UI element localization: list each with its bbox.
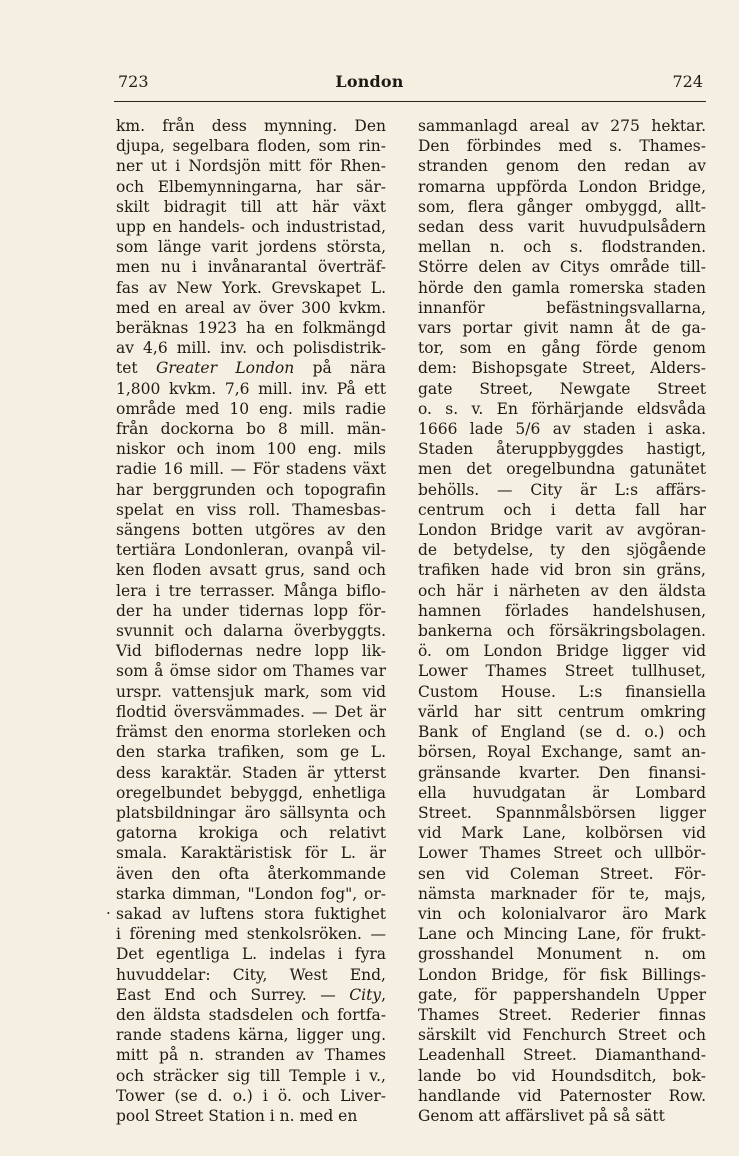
text-line: Det egentliga L. indelas i fyra [116,945,386,964]
running-title: London [335,72,404,91]
text-line: lande bo vid Houndsditch, bok- [418,1066,706,1085]
text-line: Tower (se d. o.) i ö. och Liver- [116,1086,386,1105]
text-line: sängens botten utgöres av den [116,521,386,540]
text-line: värld har sitt centrum omkring [418,702,706,721]
text-line: dem: Bishopsgate Street, Alders- [418,359,706,378]
text-line: gate, för pappershandeln Upper [418,985,706,1004]
text-line: vars portar givit namn åt de ga- [418,319,706,338]
text-line: gränsande kvarter. Den finansi- [418,763,706,782]
text-line: der ha under tidernas lopp för- [116,601,386,620]
text-line: spelat en viss roll. Thamesbas- [116,500,386,519]
text-line: nämsta marknader för te, majs, [418,884,706,903]
text-line: i förening med stenkolsröken. — [116,925,386,944]
text-line: starka dimman, "London fog", or- [116,884,386,903]
text-line: Leadenhall Street. Diamanthand- [418,1046,706,1065]
text-line: radie 16 mill. — För stadens växt [116,460,386,479]
text-line: som å ömse sidor om Thames var [116,662,386,681]
text-line: platsbildningar äro sällsynta och [116,803,386,822]
text-line: handlande vid Paternoster Row. [418,1086,706,1105]
text-line: Lane och Mincing Lane, för frukt- [418,925,706,944]
text-line: 1,800 kvkm. 7,6 mill. inv. På ett [116,379,386,398]
text-line: sammanlagd areal av 275 hektar. [418,117,706,135]
text-line: område med 10 eng. mils radie [116,399,386,418]
text-line: Staden återuppbyggdes hastigt, [418,440,706,459]
margin-mark: . [106,900,111,918]
text-line: de betydelse, ty den sjögående [418,541,706,560]
text-line: och sträcker sig till Temple i v., [116,1066,386,1085]
text-line: vid Mark Lane, kolbörsen vid [418,824,706,843]
text-line: trafiken hade vid bron sin gräns, [418,561,706,580]
text-line: rande stadens kärna, ligger ung. [116,1026,386,1045]
text-line: bankerna och försäkringsbolagen. [418,622,706,641]
text-line: tet Greater London på nära [116,359,386,378]
text-line: vin och kolonialvaror äro Mark [418,904,706,923]
text-line: niskor och inom 100 eng. mils [116,440,386,459]
text-line: skilt bidragit till att här växt [116,197,386,216]
text-line: km. från dess mynning. Den [116,117,386,135]
text-line: upp en handels- och industristad, [116,218,386,237]
text-line: gatorna krokiga och relativt [116,824,386,843]
text-line: med en areal av över 300 kvkm. [116,298,386,317]
text-line: särskilt vid Fenchurch Street och [418,1026,706,1045]
text-line: romarna uppförda London Bridge, [418,177,706,196]
text-line: men nu i invånarantal överträf- [116,258,386,277]
text-line: smala. Karaktäristisk för L. är [116,844,386,863]
text-line: 1666 lade 5/6 av staden i aska. [418,420,706,439]
text-line: dess karaktär. Staden är ytterst [116,763,386,782]
text-line: men det oregelbundna gatunätet [418,460,706,479]
text-line: ner ut i Nordsjön mitt för Rhen- [116,157,386,176]
text-line: främst den enorma storleken och [116,723,386,742]
text-line: från dockorna bo 8 mill. män- [116,420,386,439]
left-text-column [116,116,386,1126]
text-line: gate Street, Newgate Street [418,379,706,398]
text-line: den starka trafiken, som ge L. [116,743,386,762]
text-line: av 4,6 mill. inv. och polisdistrik- [116,339,386,358]
right-text-column [418,116,706,1126]
text-line: o. s. v. En förhärjande eldsvåda [418,399,706,418]
text-line: Större delen av Citys område till- [418,258,706,277]
text-line: fas av New York. Grevskapet L. [116,278,386,297]
text-line: Lower Thames Street och ullbör- [418,844,706,863]
text-line: East End och Surrey. — City, [116,985,386,1004]
text-line: innanför befästningsvallarna, [418,298,706,317]
text-line: Vid biflodernas nedre lopp lik- [116,642,386,661]
text-line: tertiära Londonleran, ovanpå vil- [116,541,386,560]
text-line: Den förbindes med s. Thames- [418,137,706,156]
text-line: ö. om London Bridge ligger vid [418,642,706,661]
text-line: den äldsta stadsdelen och fortfa- [116,1005,386,1024]
text-line: Genom att affärslivet på så sätt [418,1106,665,1125]
text-line: även den ofta återkommande [116,864,386,883]
text-line: London Bridge, för fisk Billings- [418,965,706,984]
text-line: urspr. vattensjuk mark, som vid [116,682,386,701]
text-line: tor, som en gång förde genom [418,339,706,358]
text-line: flodtid översvämmades. — Det är [116,702,386,721]
text-line: Custom House. L:s finansiella [418,682,706,701]
text-line: behölls. — City är L:s affärs- [418,480,706,499]
text-line: mellan n. och s. flodstranden. [418,238,706,257]
text-line: beräknas 1923 ha en folkmängd [116,319,386,338]
text-line: mitt på n. stranden av Thames [116,1046,386,1065]
text-line: sedan dess varit huvudpulsådern [418,218,706,237]
text-line: huvuddelar: City, West End, [116,965,386,984]
header-rule [114,101,706,102]
text-line: London Bridge varit av avgöran- [418,521,706,540]
text-line: djupa, segelbara floden, som rin- [116,137,386,156]
text-line: har berggrunden och topografin [116,480,386,499]
text-line: Lower Thames Street tullhuset, [418,662,706,681]
text-line: sakad av luftens stora fuktighet [116,904,386,923]
text-line: ella huvudgatan är Lombard [418,783,706,802]
text-line: börsen, Royal Exchange, samt an- [418,743,706,762]
text-line: lera i tre terrasser. Många biflo- [116,581,386,600]
text-line: och här i närheten av den äldsta [418,581,706,600]
text-line: stranden genom den redan av [418,157,706,176]
text-line: svunnit och dalarna överbyggts. [116,622,386,641]
text-line: som, flera gånger ombyggd, allt- [418,197,706,216]
text-line: som länge varit jordens största, [116,238,386,257]
text-line: hamnen förlades handelshusen, [418,601,706,620]
text-line: Thames Street. Rederier finnas [418,1005,706,1024]
text-line: Bank of England (se d. o.) och [418,723,706,742]
page-number-left: 723 [118,72,149,91]
text-line: Street. Spannmålsbörsen ligger [418,803,706,822]
text-line: grosshandel Monument n. om [418,945,706,964]
text-line: ken floden avsatt grus, sand och [116,561,386,580]
text-line: pool Street Station i n. med en [116,1106,358,1125]
text-line: centrum och i detta fall har [418,500,706,519]
text-line: hörde den gamla romerska staden [418,278,706,297]
text-line: sen vid Coleman Street. För- [418,864,706,883]
text-line: och Elbemynningarna, har sär- [116,177,386,196]
page-number-right: 724 [672,72,703,91]
text-line: oregelbundet bebyggd, enhetliga [116,783,386,802]
